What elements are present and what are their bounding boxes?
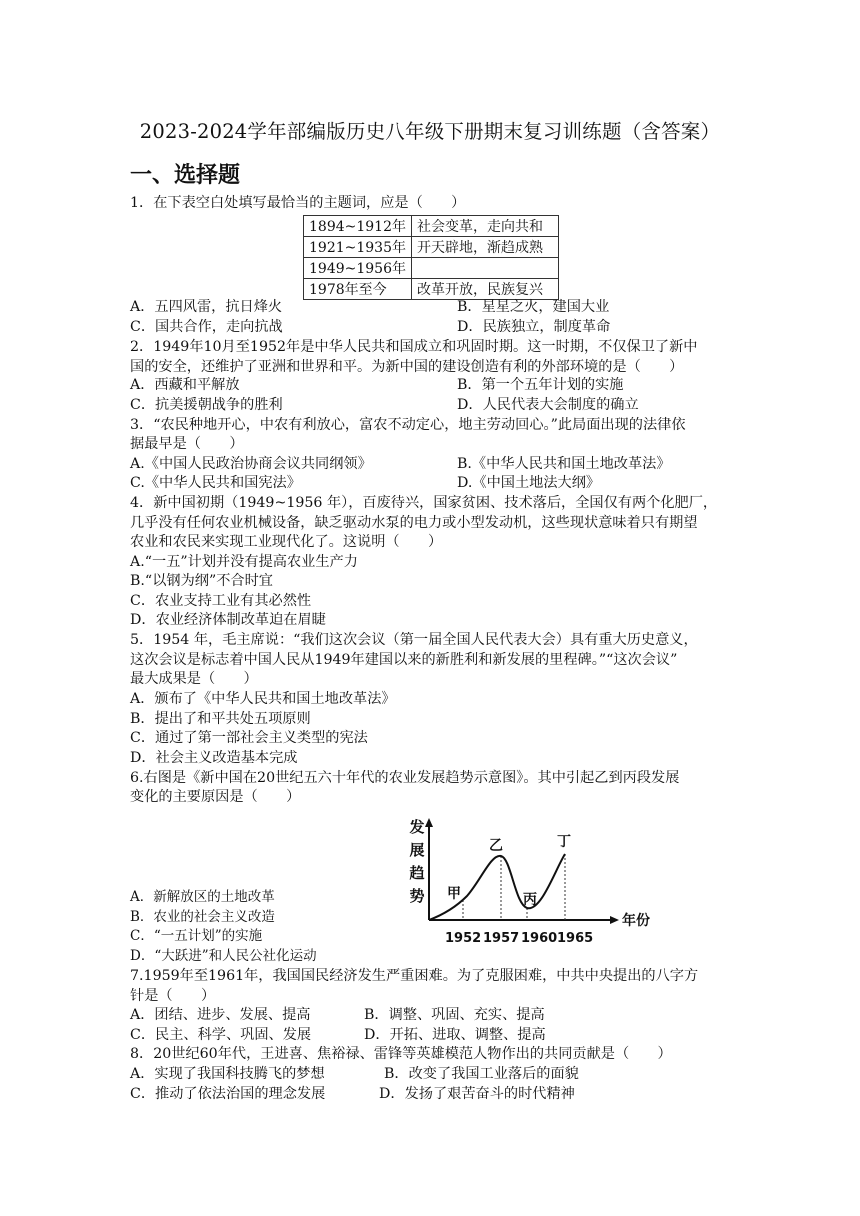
agriculture-trend-chart [405,818,660,950]
question-3-option-a: A.《中国人民政治协商会议共同纲领》 [130,456,372,472]
annotation-yi: 乙 [489,838,503,854]
question-6-option-a: A．新解放区的土地改革 [130,889,275,905]
question-5-option-c: C．通过了第一部社会主义类型的宪法 [130,730,368,746]
y-axis-label-char: 发 [409,818,425,836]
question-5-option-a: A．颁布了《中华人民共和国土地改革法》 [130,691,396,707]
question-4-option-d: D．农业经济体制改革迫在眉睫 [130,612,326,628]
question-1-option-a: A．五四风雷，抗日烽火 [130,299,283,315]
table-cell-theme: 改革开放，民族复兴 [412,279,559,300]
question-8-option-c: C．推动了依法治国的理念发展 [130,1086,326,1102]
question-7-option-a: A．团结、进步、发展、提高 [130,1007,311,1023]
x-axis-label: 年份 [622,913,650,929]
table-cell-period: 1921~1935年 [304,237,412,258]
question-6-option-c: C．“一五计划”的实施 [130,928,263,944]
x-tick-label: 1952 [445,931,482,946]
question-2-option-d: D．人民代表大会制度的确立 [457,397,639,413]
question-7-option-b: B．调整、巩固、充实、提高 [364,1007,545,1023]
question-8-option-d: D．发扬了艰苦奋斗的时代精神 [379,1086,575,1102]
annotation-ding: 丁 [557,834,571,850]
x-axis-arrow [610,916,619,924]
table-cell-period: 1949~1956年 [304,258,412,279]
y-axis-label-char: 展 [409,841,425,859]
y-axis-arrow [425,818,433,827]
question-4-option-b: B.“以钢为纲”不合时宜 [130,573,273,589]
question-8-option-a: A．实现了我国科技腾飞的梦想 [130,1066,325,1082]
x-tick-label: 1957 [483,931,520,946]
question-3-stem-line-2: 据最早是（ ） [130,436,244,452]
question-6-stem-line-2: 变化的主要原因是（ ） [130,789,301,805]
annotation-jia: 甲 [447,886,461,902]
question-2-stem-line-2: 国的安全，还维护了亚洲和世界和平。为新中国的建设创造有利的外部环境的是（ ） [130,359,684,375]
table-cell-period: 1978年至今 [304,279,412,300]
question-3-option-c: C.《中华人民共和国宪法》 [130,475,301,491]
x-tick-label: 1965 [557,931,594,946]
trend-chart-svg [405,818,660,950]
question-5-stem-line-3: 最大成果是（ ） [130,671,258,687]
question-1-option-d: D．民族独立，制度革命 [457,319,611,335]
question-1-option-c: C．国共合作，走向抗战 [130,319,283,335]
question-1-stem: 1．在下表空白处填写最恰当的主题词，应是（ ） [130,195,466,211]
table-cell-period: 1894~1912年 [304,216,412,237]
question-3-option-b: B.《中华人民共和国土地改革法》 [457,456,671,472]
question-3-stem-line-1: 3．“农民种地开心，中农有利放心，富农不动定心，地主劳动回心。”此局面出现的法律依 [130,417,686,433]
question-3-option-d: D.《中国土地法大纲》 [457,475,601,491]
page-title: 2023-2024学年部编版历史八年级下册期末复习训练题（含答案） [139,120,721,143]
question-2-option-c: C．抗美援朝战争的胜利 [130,397,283,413]
question-8-stem: 8．20世纪60年代，王进喜、焦裕禄、雷锋等英雄模范人物作出的共同贡献是（ ） [130,1046,672,1062]
section-heading: 一、选择题 [130,163,241,188]
question-2-option-b: B．第一个五年计划的实施 [457,377,624,393]
table-row [304,258,559,279]
question-6-stem-line-1: 6.右图是《新中国在20世纪五六十年代的农业发展趋势示意图》。其中引起乙到丙段发展 [130,770,680,786]
question-6-option-b: B．农业的社会主义改造 [130,909,275,925]
question-1-table [303,215,559,300]
question-4-stem-line-2: 几乎没有任何农业机械设备，缺乏驱动水泵的电力或小型发动机，这些现状意味着只有期望 [130,515,698,531]
question-8-option-b: B．改变了我国工业落后的面貌 [384,1066,579,1082]
question-4-stem-line-3: 农业和农民来实现工业现代化了。这说明（ ） [130,534,443,550]
question-7-option-c: C．民主、科学、巩固、发展 [130,1027,312,1043]
question-4-option-c: C．农业支持工业有其必然性 [130,593,312,609]
table-cell-theme: 开天辟地，渐趋成熟 [412,237,559,258]
question-5-option-b: B．提出了和平共处五项原则 [130,711,311,727]
y-axis-label-char: 势 [409,887,425,905]
question-1-option-b: B．星星之火，建国大业 [457,299,610,315]
question-2-option-a: A．西藏和平解放 [130,377,240,393]
y-axis-label-char: 趋 [409,864,425,882]
question-5-option-d: D．社会主义改造基本完成 [130,750,298,766]
table-row [304,216,559,237]
table-row [304,237,559,258]
question-7-stem-line-1: 7.1959年至1961年，我国国民经济发生严重困难。为了克服困难，中共中央提出的八字方 [130,968,699,984]
question-4-option-a: A.“一五”计划并没有提高农业生产力 [130,554,358,570]
table-cell-blank [412,258,559,279]
question-7-stem-line-2: 针是（ ） [130,988,216,1004]
table-cell-theme: 社会变革，走向共和 [412,216,559,237]
question-5-stem-line-1: 5．1954 年，毛主席说：“我们这次会议（第一届全国人民代表大会）具有重大历史意义， [130,632,698,648]
question-2-stem-line-1: 2．1949年10月至1952年是中华人民共和国成立和巩固时期。这一时期，不仅保卫了新中 [130,339,698,355]
annotation-bing: 丙 [523,892,537,908]
question-4-stem-line-1: 4．新中国初期（1949~1956 年），百废待兴，国家贫困、技术落后，全国仅有两个化肥厂， [130,495,718,511]
question-5-stem-line-2: 这次会议是标志着中国人民从1949年建国以来的新胜利和新发展的里程碑。”“这次会议” [130,652,678,668]
question-7-option-d: D．开拓、进取、调整、提高 [364,1027,546,1043]
x-tick-label: 1960 [521,931,558,946]
question-6-option-d: D．“大跃进”和人民公社化运动 [130,948,317,964]
